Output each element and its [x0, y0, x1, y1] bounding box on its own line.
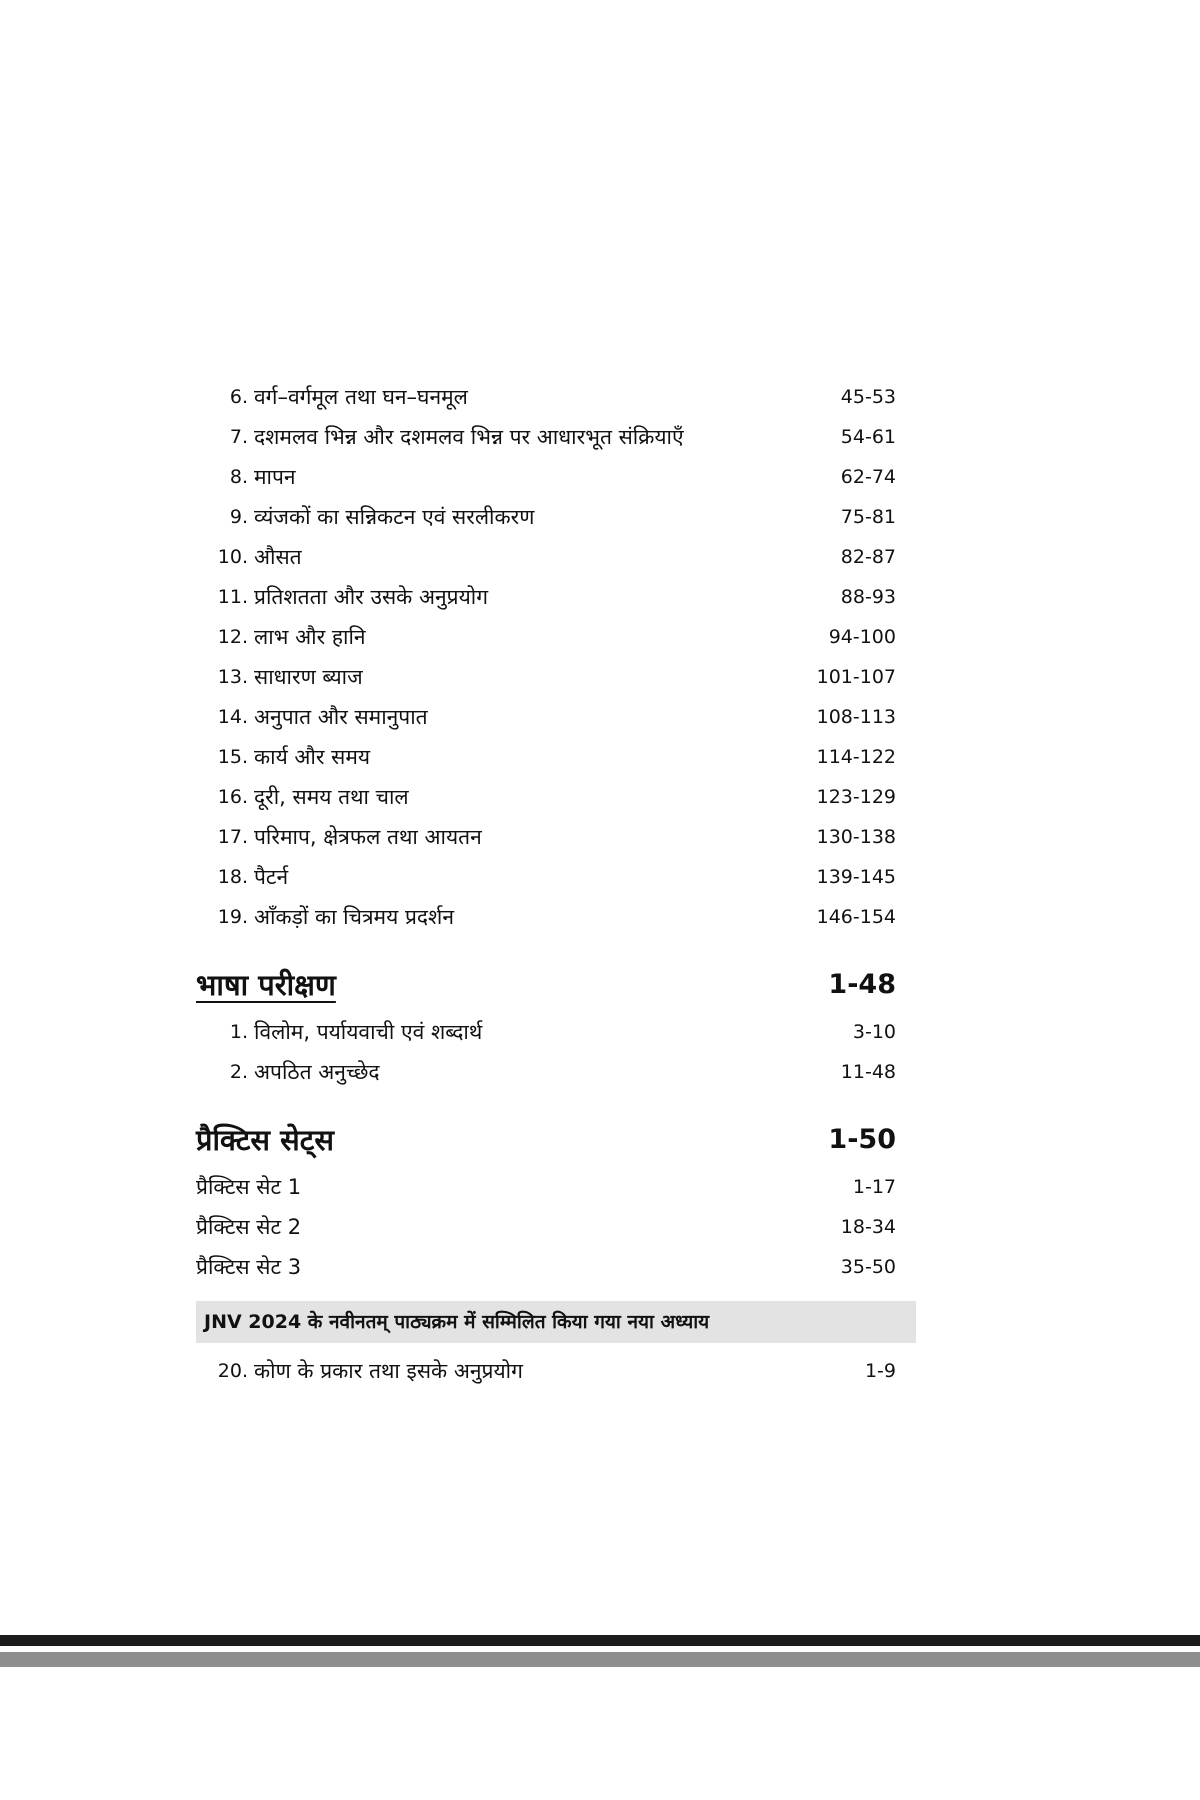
- chapter-title: पैटर्न: [254, 865, 289, 889]
- toc-row: [196, 1351, 896, 1391]
- toc-row: [196, 1012, 896, 1052]
- page-range: 146-154: [816, 906, 896, 928]
- chapter-number: 1.: [229, 1021, 248, 1043]
- page-range: 88-93: [840, 586, 896, 608]
- toc-row: [196, 617, 896, 657]
- page-range: 18-34: [840, 1216, 896, 1238]
- practice-set-title: प्रैक्टिस सेट 3: [196, 1255, 302, 1279]
- chapter-number: 19.: [217, 906, 248, 928]
- chapter-title: कार्य और समय: [254, 745, 371, 769]
- toc-row: [196, 457, 896, 497]
- chapter-number: 9.: [229, 506, 248, 528]
- toc-row: [196, 577, 896, 617]
- page-range: 1-9: [864, 1360, 896, 1382]
- page-range: 123-129: [816, 786, 896, 808]
- section-page-range: 1-50: [828, 1124, 896, 1155]
- section-page-range: 1-48: [828, 969, 896, 1000]
- page-range: 82-87: [840, 546, 896, 568]
- new-chapter-banner: [196, 1301, 916, 1343]
- page-range: 139-145: [816, 866, 896, 888]
- page-range: 94-100: [828, 626, 896, 648]
- footer-rule-dark: [0, 1635, 1200, 1646]
- chapter-title: वर्ग–वर्गमूल तथा घन–घनमूल: [254, 385, 468, 409]
- chapter-number: 18.: [217, 866, 248, 888]
- chapter-number: 8.: [229, 466, 248, 488]
- chapter-title: औसत: [254, 545, 302, 569]
- chapter-title: प्रतिशतता और उसके अनुप्रयोग: [254, 585, 489, 609]
- page-range: 62-74: [840, 466, 896, 488]
- practice-set-title: प्रैक्टिस सेट 1: [196, 1175, 302, 1199]
- chapter-number: 13.: [217, 666, 248, 688]
- chapter-number: 11.: [217, 586, 248, 608]
- toc-row: [196, 777, 896, 817]
- page-range: 11-48: [840, 1061, 896, 1083]
- chapter-number: 15.: [217, 746, 248, 768]
- chapter-number: 2.: [229, 1061, 248, 1083]
- page-range: 35-50: [840, 1256, 896, 1278]
- page-range: 108-113: [816, 706, 896, 728]
- section-heading-practice: [196, 1115, 896, 1165]
- footer-rule-gray: [0, 1652, 1200, 1667]
- section-title: प्रैक्टिस सेट्स: [196, 1123, 334, 1157]
- chapter-title: दशमलव भिन्न और दशमलव भिन्न पर आधारभूत संक्रियाएँ: [254, 425, 684, 449]
- toc-row: [196, 1247, 896, 1287]
- page-range: 54-61: [840, 426, 896, 448]
- toc-row: [196, 1207, 896, 1247]
- toc-row: [196, 817, 896, 857]
- section-heading-language: [196, 960, 896, 1010]
- chapter-number: 7.: [229, 426, 248, 448]
- toc-row: [196, 1167, 896, 1207]
- page-range: 1-17: [852, 1176, 896, 1198]
- chapter-number: 6.: [229, 386, 248, 408]
- toc-row: [196, 1052, 896, 1092]
- toc-row: [196, 737, 896, 777]
- page-range: 130-138: [816, 826, 896, 848]
- banner-text: JNV 2024 के नवीनतम् पाठ्यक्रम में सम्मिलित किया गया नया अध्याय: [204, 1311, 710, 1333]
- chapter-number: 16.: [217, 786, 248, 808]
- chapter-number: 17.: [217, 826, 248, 848]
- chapter-title: अपठित अनुच्छेद: [254, 1060, 380, 1084]
- toc-row: [196, 897, 896, 937]
- page-range: 114-122: [816, 746, 896, 768]
- chapter-title: आँकड़ों का चित्रमय प्रदर्शन: [254, 905, 454, 929]
- page-range: 3-10: [852, 1021, 896, 1043]
- toc-row: [196, 497, 896, 537]
- chapter-title: कोण के प्रकार तथा इसके अनुप्रयोग: [254, 1359, 523, 1383]
- chapter-title: लाभ और हानि: [254, 625, 366, 649]
- page-range: 45-53: [840, 386, 896, 408]
- toc-row: [196, 857, 896, 897]
- toc-row: [196, 657, 896, 697]
- chapter-number: 12.: [217, 626, 248, 648]
- chapter-title: व्यंजकों का सन्निकटन एवं सरलीकरण: [254, 505, 535, 529]
- chapter-number: 14.: [217, 706, 248, 728]
- toc-row: [196, 417, 896, 457]
- chapter-number: 10.: [217, 546, 248, 568]
- section-title: भाषा परीक्षण: [196, 968, 336, 1002]
- page-range: 101-107: [816, 666, 896, 688]
- chapter-title: विलोम, पर्यायवाची एवं शब्दार्थ: [254, 1020, 483, 1044]
- practice-set-title: प्रैक्टिस सेट 2: [196, 1215, 302, 1239]
- chapter-title: दूरी, समय तथा चाल: [254, 785, 409, 809]
- toc-row: [196, 377, 896, 417]
- chapter-title: अनुपात और समानुपात: [254, 705, 428, 729]
- toc-row: [196, 697, 896, 737]
- chapter-title: परिमाप, क्षेत्रफल तथा आयतन: [254, 825, 482, 849]
- chapter-title: मापन: [254, 465, 296, 489]
- chapter-number: 20.: [217, 1360, 248, 1382]
- toc-row: [196, 537, 896, 577]
- chapter-title: साधारण ब्याज: [254, 665, 363, 689]
- page-range: 75-81: [840, 506, 896, 528]
